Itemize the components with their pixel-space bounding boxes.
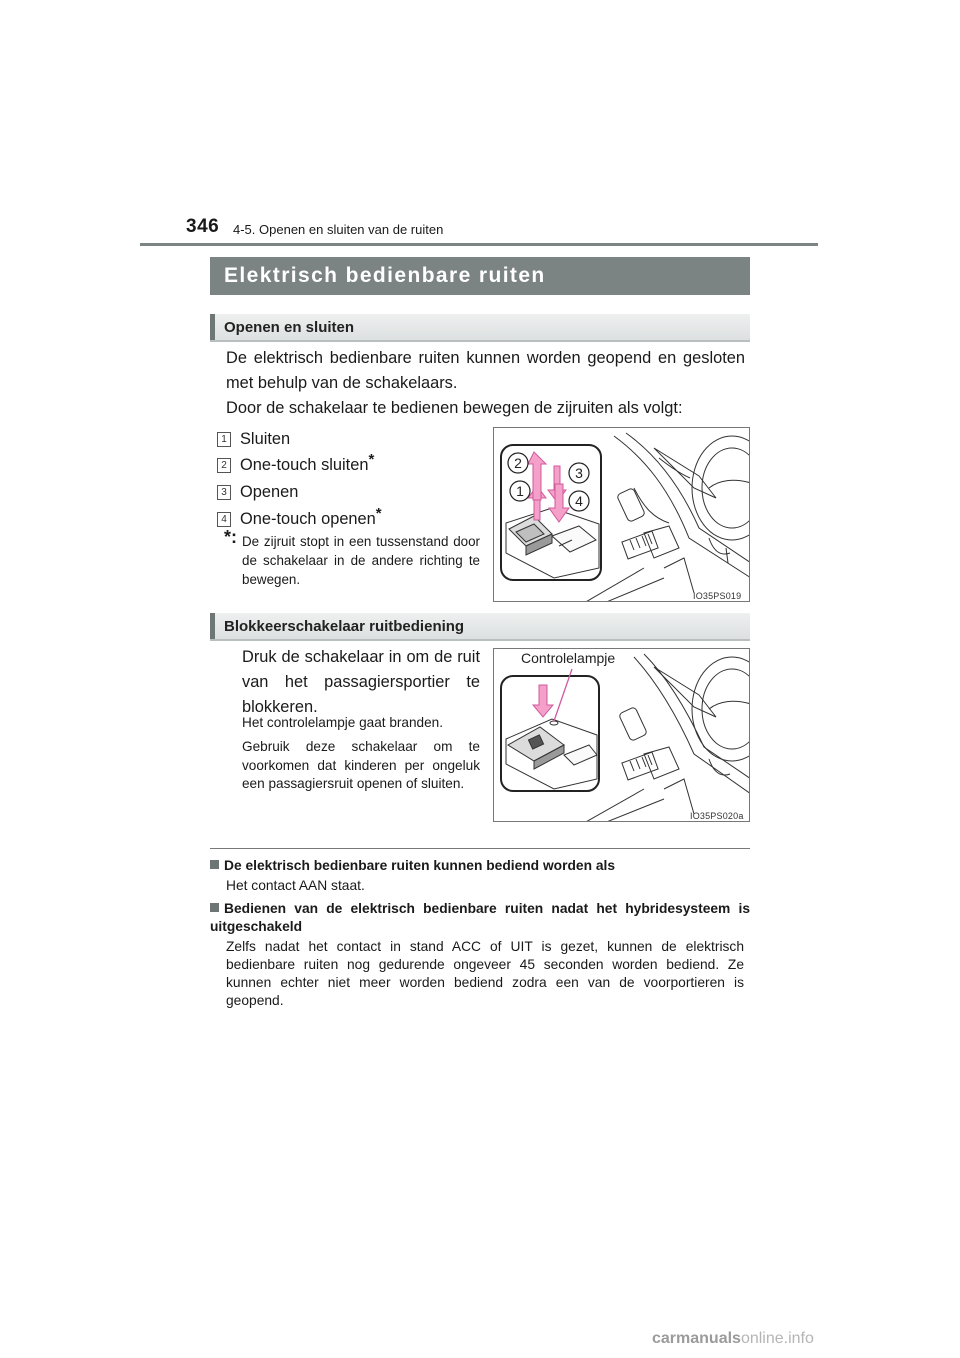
intro-paragraph: De elektrisch bedienbare ruiten kunnen worden geopend en gesloten met behulp van de schakelaars. (226, 349, 745, 392)
list-item-label: One-touch openen (240, 510, 376, 528)
footnote-marker: *: (224, 527, 237, 547)
figure-code: IO35PS020a (690, 811, 744, 821)
callout-1: 1 (516, 483, 524, 499)
lock-switch-illustration (493, 648, 750, 822)
list-item (217, 423, 291, 448)
chapter-title: 4-5. Openen en sluiten van de ruiten (233, 222, 444, 237)
watermark-rest: online.info (740, 1330, 814, 1347)
subheading-open-close: Openen en sluiten (210, 314, 750, 342)
page-number: 346 (186, 216, 220, 237)
list-item-label: Openen (240, 483, 299, 501)
note-body: Zelfs nadat het contact in stand ACC of UIT is gezet, kunnen de elektrisch bedienbare ruiten nog gedurende ongeveer 45 seconden worden bediend. Ze kunnen echter niet meer worden bediend zodra een van de voorportieren is geopend. (226, 939, 744, 1008)
callout-3: 3 (575, 465, 583, 481)
figure-code: IO35PS019 (693, 591, 742, 601)
watermark-brand: carmanuals (652, 1330, 741, 1347)
note-heading (210, 900, 750, 936)
list-item-label: One-touch sluiten (240, 456, 369, 474)
list-item (217, 503, 382, 528)
callout-4: 4 (575, 493, 583, 509)
indicator-label: Controlelampje (518, 650, 618, 666)
asterisk-marker: * (375, 505, 382, 522)
lock-switch-drawing-icon (494, 649, 750, 822)
asterisk-marker: * (368, 451, 375, 468)
number-badge: 1 (217, 432, 231, 447)
list-item (217, 449, 375, 474)
door-switch-drawing-icon (494, 428, 750, 602)
number-badge: 4 (217, 512, 231, 527)
subheading-lock-switch: Blokkeerschakelaar ruitbediening (210, 613, 750, 641)
notes-divider (210, 848, 750, 849)
number-badge: 2 (217, 458, 231, 473)
note-heading-text: Bedienen van de elektrisch bedienbare ruiten nadat het hybridesysteem is uitgeschakeld (210, 901, 750, 934)
callout-2: 2 (514, 455, 522, 471)
note-heading-text: De elektrisch bedienbare ruiten kunnen bediend worden als (224, 858, 616, 873)
list-item (217, 476, 299, 501)
footnote (224, 527, 480, 589)
window-switch-illustration (493, 427, 750, 602)
lock-note-purpose: Gebruik deze schakelaar om te voorkomen dat kinderen per ongeluk een passagiersruit openen of sluiten. (242, 739, 480, 792)
note-body: Het contact AAN staat. (226, 878, 365, 893)
square-bullet-icon (210, 903, 219, 912)
header-divider (140, 243, 818, 246)
lock-switch-paragraph: Druk de schakelaar in om de ruit van het passagiersportier te blokkeren. (242, 648, 480, 716)
section-title: Elektrisch bedienbare ruiten (210, 257, 750, 295)
footnote-text: De zijruit stopt in een tussenstand door de schakelaar in de andere richting te bewegen. (242, 534, 480, 587)
note-heading (210, 857, 750, 875)
list-item-label: Sluiten (240, 430, 291, 448)
watermark[interactable] (652, 1330, 814, 1348)
instruction-paragraph: Door de schakelaar te bedienen bewegen de zijruiten als volgt: (226, 399, 683, 417)
number-badge: 3 (217, 485, 231, 500)
lock-note-indicator: Het controlelampje gaat branden. (242, 715, 444, 730)
square-bullet-icon (210, 860, 219, 869)
